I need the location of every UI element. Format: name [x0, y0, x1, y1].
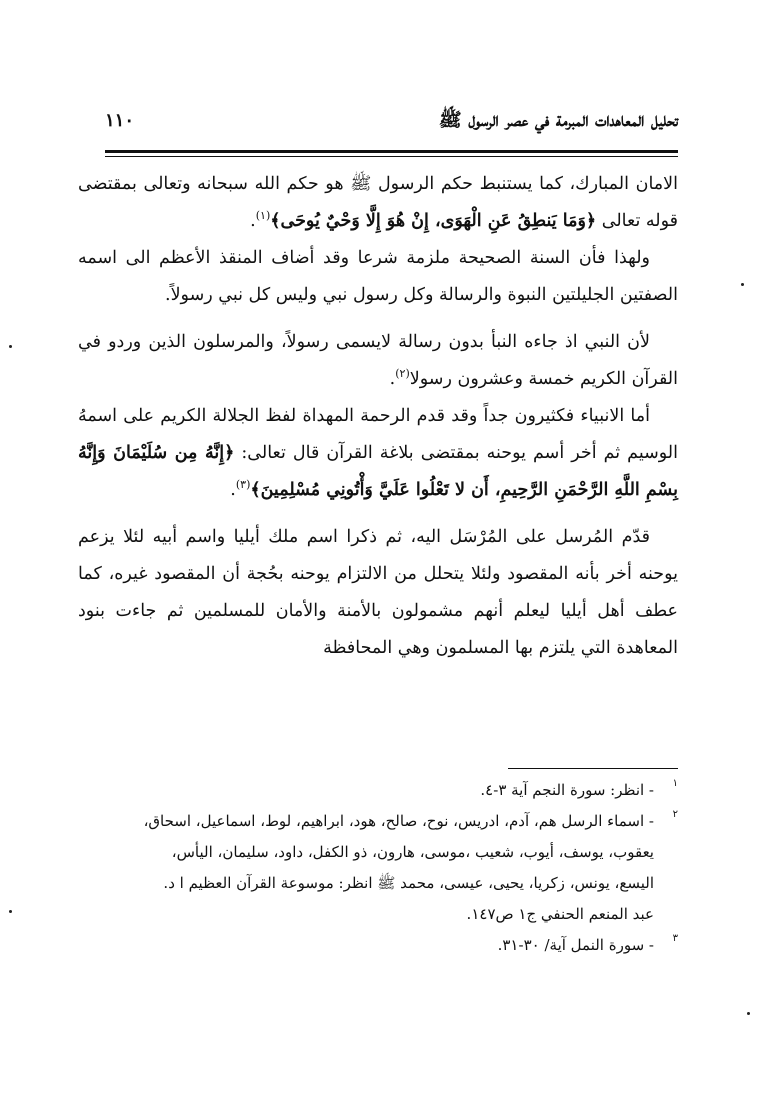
paragraph-4: أما الانبياء فكثيرون جداً وقد قدم الرحمة المهداة لفظ الجلالة الكريم على اسمهُ الوسيم ثم أخر أسم يوحنه بمقتضى بلاغة القرآن قال تعالى: ﴿إِنَّهُ مِن سُلَيْمَانَ وَإِنَّهُ بِسْمِ اللَّهِ الرَّحْمَنِ الرَّحِيمِ، أَن لا تَعْلُوا عَلَيَّ وَأْتُونِي مُسْلِمِينَ﴾$^{(٣)}$. [78, 406, 678, 500]
scan-speck [9, 345, 12, 348]
footnote-separator [508, 768, 678, 769]
footnote-line: - اسماء الرسل هم، آدم، ادريس، نوح، صالح، هود، ابراهيم، لوط، اسماعيل، اسحاق، [143, 812, 654, 830]
footnote-line: - سورة النمل آية/ ٣٠-٣١. [497, 936, 654, 954]
paragraph-3: لأن النبي اذ جاءه النبأ بدون رسالة لايسمى رسولاً، والمرسلون الذين وردو في القرآن الكريم خمسة وعشرون رسولا$^{(٢)}$. [78, 332, 678, 389]
page-header [105, 108, 678, 142]
header-rule-thick [105, 150, 678, 153]
header-rule-thin [105, 156, 678, 157]
footnote-ref-2: (٢) [395, 367, 410, 381]
footnote-line: - انظر: سورة النجم آية ٣-٤. [480, 781, 654, 799]
paragraph-5: قدّم المُرسل على المُرْسَل اليه، ثم ذكرا اسم ملك أيليا واسم أبيه لئلا يزعم يوحنه أخر بأنه المقصود ولئلا يتحلل من الالتزام يوحنه بحُجة أن المقصود غيره، كما عطف أهل أيليا ليعلم أنهم مشمولون بالأمنة والأمان للمسلمين ثم جاءت بنود المعاهدة التي يلتزم بها المسلمون وهي المحافظة [78, 527, 678, 658]
body-text [78, 166, 678, 667]
footnote-2 [78, 806, 678, 930]
footnote-number: ٢ [672, 809, 678, 820]
page-number: ١١٠ [105, 110, 135, 131]
scan-speck [747, 1012, 750, 1015]
footnotes [78, 775, 678, 961]
scan-speck [741, 283, 744, 286]
footnote-number: ٣ [672, 933, 678, 944]
quran-verse-1: ﴿وَمَا يَنطِقُ عَنِ الْهَوَى، إِنْ هُوَ إِلَّا وَحْيٌ يُوحَى﴾ [270, 211, 597, 231]
scan-speck [9, 910, 12, 913]
paragraph-1: الامان المبارك، كما يستنبط حكم الرسول ﷺ هو حكم الله سبحانه وتعالى بمقتضى قوله تعالى ﴿وَمَا يَنطِقُ عَنِ الْهَوَى، إِنْ هُوَ إِلَّا وَحْيٌ يُوحَى﴾$^{(١)}$. [78, 174, 678, 231]
footnote-ref-3: (٣) [235, 478, 251, 492]
footnote-3 [78, 930, 678, 961]
paragraph-2: ولهذا فأن السنة الصحيحة ملزمة شرعا وقد أضاف المنقذ الأعظم الى اسمه الصفتين الجليلتين النبوة والرسالة وكل رسول نبي وليس كل نبي رسولاً. [78, 248, 678, 305]
footnote-ref-1: (١) [255, 209, 271, 223]
quran-verse-2: ﴿إِنَّهُ مِن سُلَيْمَانَ وَإِنَّهُ بِسْمِ اللَّهِ الرَّحْمَنِ الرَّحِيمِ، أَن لا تَعْلُوا عَلَيَّ وَأْتُونِي مُسْلِمِينَ﴾ [78, 443, 678, 500]
footnote-line: عبد المنعم الحنفي ج١ ص١٤٧. [466, 905, 654, 923]
footnote-line: يعقوب، يوسف، أيوب، شعيب ،موسى، هارون، ذو الكفل، داود، سليمان، اليأس، [171, 843, 654, 861]
footnote-line: اليسع، يونس، زكريا، يحيى، عيسى، محمد ﷺ انظر: موسوعة القرآن العظيم ا د. [163, 874, 654, 892]
running-title: تحليل المعاهدات المبرمة في عصر الرسول ﷺ [438, 109, 678, 131]
footnote-1 [78, 775, 678, 806]
footnote-number: ١ [672, 778, 678, 789]
